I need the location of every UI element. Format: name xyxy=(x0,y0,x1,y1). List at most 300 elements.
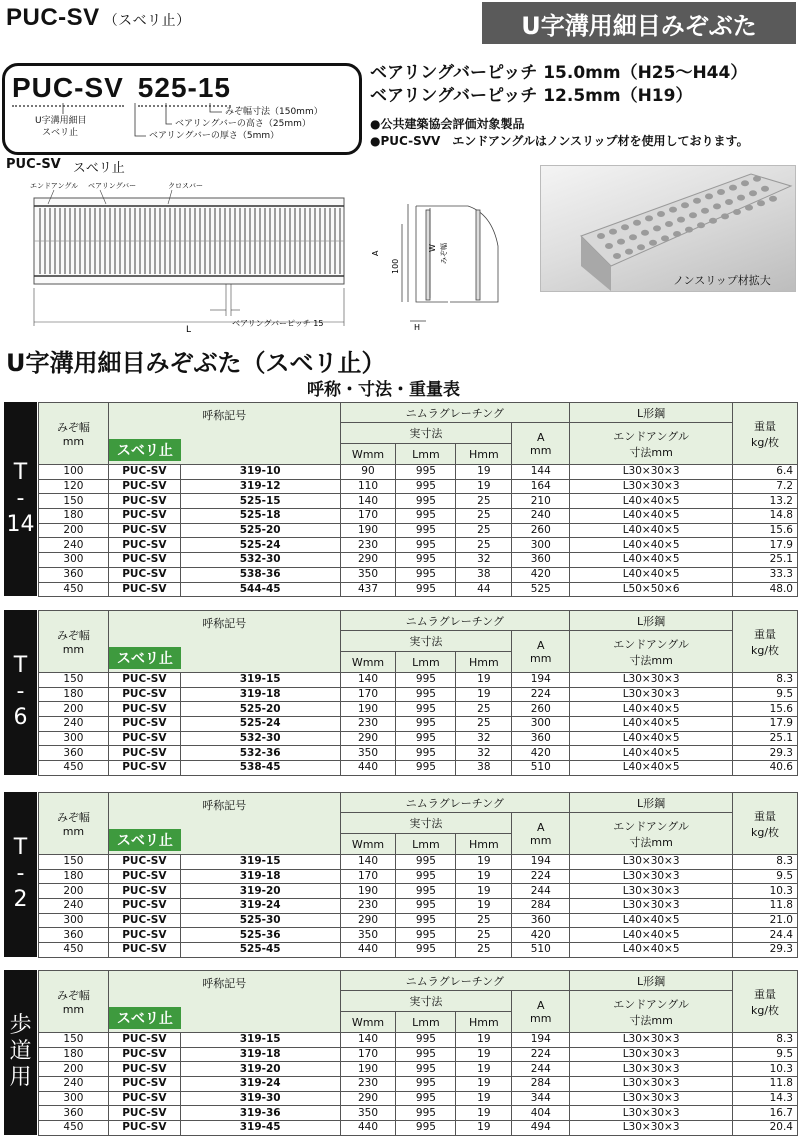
table-cell: 995 xyxy=(396,943,456,958)
table-cell: 350 xyxy=(340,746,396,761)
table-cell: 19 xyxy=(456,869,512,884)
table-cell: L40×40×5 xyxy=(570,702,733,717)
table-cell: 360 xyxy=(512,731,570,746)
table-cell: 150 xyxy=(39,494,109,509)
table-cell: 240 xyxy=(39,538,109,553)
table-cell: L30×30×3 xyxy=(570,884,733,899)
table-cell: PUC-SV xyxy=(108,494,180,509)
table-cell: L30×30×3 xyxy=(570,1106,733,1121)
load-class-char: T xyxy=(13,835,28,861)
table-cell: L40×40×5 xyxy=(570,928,733,943)
table-cell: 224 xyxy=(512,1047,570,1062)
table-cell: PUC-SV xyxy=(108,928,180,943)
drawing-title xyxy=(6,157,125,176)
table-cell: 110 xyxy=(340,479,396,494)
table-row xyxy=(39,884,798,899)
spec-table-block xyxy=(4,792,798,957)
table-cell: PUC-SV xyxy=(108,1047,180,1062)
code-number: 525-15 xyxy=(138,72,231,107)
table-cell: 194 xyxy=(512,673,570,688)
col-grating-header: ニムラグレーチング xyxy=(340,793,570,813)
table-cell: 194 xyxy=(512,855,570,870)
table-cell: 995 xyxy=(396,523,456,538)
table-cell: 525-18 xyxy=(180,509,340,524)
table-cell: 190 xyxy=(340,884,396,899)
table-cell: 19 xyxy=(456,1091,512,1106)
table-cell: 360 xyxy=(39,746,109,761)
table-cell: 25 xyxy=(456,494,512,509)
load-class-char: - xyxy=(16,486,25,512)
table-cell: 260 xyxy=(512,523,570,538)
table-cell: 224 xyxy=(512,869,570,884)
col-a-header: A mm xyxy=(512,631,570,673)
table-cell: 360 xyxy=(39,1106,109,1121)
table-cell: 995 xyxy=(396,553,456,568)
table-cell: 995 xyxy=(396,687,456,702)
table-cell: 440 xyxy=(340,761,396,776)
table-cell: L30×30×3 xyxy=(570,1077,733,1092)
section-title: U字溝用細目みぞぶた（スベリ止） xyxy=(6,349,386,377)
load-class-char: 2 xyxy=(13,887,28,913)
table-cell: 200 xyxy=(39,884,109,899)
table-cell: 8.3 xyxy=(733,673,798,688)
col-end-angle-header: エンドアングル 寸法mm xyxy=(570,991,733,1033)
table-cell: 24.4 xyxy=(733,928,798,943)
table-cell: PUC-SV xyxy=(108,538,180,553)
section-drawing xyxy=(368,186,518,336)
table-cell: 995 xyxy=(396,494,456,509)
label-length: L xyxy=(186,325,192,335)
table-row xyxy=(39,943,798,958)
table-cell: 13.2 xyxy=(733,494,798,509)
table-cell: 290 xyxy=(340,553,396,568)
table-cell: 25 xyxy=(456,702,512,717)
code-label-nonslip: スベリ止 xyxy=(42,128,79,138)
table-cell: 300 xyxy=(39,731,109,746)
table-row xyxy=(39,1106,798,1121)
col-code-header: 呼称記号 スベリ止 xyxy=(108,971,340,1033)
table-cell: 25 xyxy=(456,523,512,538)
table-cell: 170 xyxy=(340,509,396,524)
table-cell: 170 xyxy=(340,1047,396,1062)
col-end-angle-header: エンドアングル 寸法mm xyxy=(570,631,733,673)
table-cell: PUC-SV xyxy=(108,1062,180,1077)
table-cell: 164 xyxy=(512,479,570,494)
label-groove-width: みぞ幅 xyxy=(440,243,448,264)
table-cell: 244 xyxy=(512,1062,570,1077)
col-angle-header: L形鋼 xyxy=(570,793,733,813)
load-class-label xyxy=(4,610,37,775)
table-cell: 525-36 xyxy=(180,928,340,943)
spec-table xyxy=(38,970,798,1136)
table-cell: L30×30×3 xyxy=(570,687,733,702)
table-cell: 319-18 xyxy=(180,1047,340,1062)
table-cell: 19 xyxy=(456,673,512,688)
table-cell: 170 xyxy=(340,869,396,884)
table-cell: 240 xyxy=(39,1077,109,1092)
table-cell: 260 xyxy=(512,702,570,717)
table-cell: PUC-SV xyxy=(108,465,180,480)
col-w-header: Wmm xyxy=(340,834,396,855)
table-cell: L30×30×3 xyxy=(570,1091,733,1106)
table-cell: 210 xyxy=(512,494,570,509)
table-cell: PUC-SV xyxy=(108,1033,180,1048)
table-cell: 319-20 xyxy=(180,1062,340,1077)
table-cell: 404 xyxy=(512,1106,570,1121)
table-cell: 525-15 xyxy=(180,494,340,509)
table-cell: 17.9 xyxy=(733,717,798,732)
table-cell: 25.1 xyxy=(733,731,798,746)
table-row xyxy=(39,1077,798,1092)
table-cell: 525-24 xyxy=(180,538,340,553)
table-cell: L40×40×5 xyxy=(570,943,733,958)
table-cell: 319-45 xyxy=(180,1121,340,1136)
col-h-header: Hmm xyxy=(456,834,512,855)
table-cell: 6.4 xyxy=(733,465,798,480)
table-cell: L30×30×3 xyxy=(570,1121,733,1136)
table-cell: 319-18 xyxy=(180,687,340,702)
notes xyxy=(370,116,749,150)
code-label-type: U字溝用細目 xyxy=(35,116,87,126)
table-cell: 14.3 xyxy=(733,1091,798,1106)
table-cell: 29.3 xyxy=(733,746,798,761)
table-cell: PUC-SV xyxy=(108,523,180,538)
table-cell: L40×40×5 xyxy=(570,538,733,553)
spec-table xyxy=(38,402,798,597)
table-cell: PUC-SV xyxy=(108,479,180,494)
table-cell: 995 xyxy=(396,899,456,914)
table-cell: 190 xyxy=(340,523,396,538)
col-weight-header: 重量 kg/枚 xyxy=(733,793,798,855)
table-cell: 995 xyxy=(396,869,456,884)
table-cell: 140 xyxy=(340,1033,396,1048)
product-model: PUC-SV xyxy=(6,4,100,31)
table-cell: 437 xyxy=(340,582,396,597)
col-grating-header: ニムラグレーチング xyxy=(340,403,570,423)
table-cell: 11.8 xyxy=(733,1077,798,1092)
table-cell: 525-45 xyxy=(180,943,340,958)
table-cell: 180 xyxy=(39,1047,109,1062)
table-cell: 9.5 xyxy=(733,687,798,702)
table-cell: 300 xyxy=(39,913,109,928)
table-row xyxy=(39,899,798,914)
col-a-header: A mm xyxy=(512,423,570,465)
nonslip-badge: スベリ止 xyxy=(109,829,181,851)
table-cell: L40×40×5 xyxy=(570,746,733,761)
table-cell: 284 xyxy=(512,1077,570,1092)
table-cell: L30×30×3 xyxy=(570,673,733,688)
table-cell: 150 xyxy=(39,673,109,688)
table-cell: 319-18 xyxy=(180,869,340,884)
col-actual-header: 実寸法 xyxy=(340,631,512,652)
table-cell: L40×40×5 xyxy=(570,494,733,509)
table-cell: 17.9 xyxy=(733,538,798,553)
table-row xyxy=(39,746,798,761)
table-cell: 190 xyxy=(340,702,396,717)
table-cell: PUC-SV xyxy=(108,913,180,928)
label-cross-bar: クロスバー xyxy=(168,182,203,190)
table-row xyxy=(39,494,798,509)
table-cell: 19 xyxy=(456,465,512,480)
spec-table xyxy=(38,792,798,958)
table-row xyxy=(39,855,798,870)
table-cell: 995 xyxy=(396,928,456,943)
table-cell: L30×30×3 xyxy=(570,1047,733,1062)
table-row xyxy=(39,717,798,732)
table-cell: 44 xyxy=(456,582,512,597)
table-cell: PUC-SV xyxy=(108,673,180,688)
table-cell: 995 xyxy=(396,884,456,899)
table-cell: 38 xyxy=(456,761,512,776)
table-cell: 48.0 xyxy=(733,582,798,597)
load-class-char: - xyxy=(16,861,25,887)
code-label-width: みぞ幅寸法（150mm） xyxy=(225,107,323,117)
table-cell: 319-30 xyxy=(180,1091,340,1106)
table-cell: 995 xyxy=(396,1033,456,1048)
load-class-label xyxy=(4,402,37,596)
table-cell: L40×40×5 xyxy=(570,523,733,538)
table-cell: 510 xyxy=(512,761,570,776)
table-row xyxy=(39,523,798,538)
table-cell: 350 xyxy=(340,928,396,943)
code-series: PUC-SV xyxy=(12,72,124,107)
spec-table xyxy=(38,610,798,776)
table-cell: 532-30 xyxy=(180,731,340,746)
load-class-char: 道 xyxy=(9,1039,32,1065)
table-cell: 532-30 xyxy=(180,553,340,568)
nonslip-badge: スベリ止 xyxy=(109,647,181,669)
table-cell: 995 xyxy=(396,855,456,870)
table-cell: 360 xyxy=(39,567,109,582)
table-cell: L40×40×5 xyxy=(570,553,733,568)
label-w: W xyxy=(428,244,437,252)
table-cell: 240 xyxy=(39,717,109,732)
table-row xyxy=(39,509,798,524)
table-cell: 180 xyxy=(39,869,109,884)
category-banner: U字溝用細目みぞぶた xyxy=(482,2,796,44)
table-cell: 995 xyxy=(396,761,456,776)
col-grating-header: ニムラグレーチング xyxy=(340,611,570,631)
col-a-header: A mm xyxy=(512,991,570,1033)
table-cell: 290 xyxy=(340,731,396,746)
col-angle-header: L形鋼 xyxy=(570,403,733,423)
col-code-header: 呼称記号 スベリ止 xyxy=(108,611,340,673)
table-cell: L30×30×3 xyxy=(570,465,733,480)
table-cell: 350 xyxy=(340,567,396,582)
table-cell: 290 xyxy=(340,913,396,928)
load-class-char: 歩 xyxy=(9,1013,32,1039)
table-cell: 319-24 xyxy=(180,899,340,914)
product-model-sub: （スベリ止） xyxy=(103,12,191,28)
photo-caption: ノンスリップ材拡大 xyxy=(673,274,771,287)
table-cell: 494 xyxy=(512,1121,570,1136)
col-actual-header: 実寸法 xyxy=(340,991,512,1012)
table-cell: 995 xyxy=(396,731,456,746)
load-class-char: T xyxy=(13,460,28,486)
table-cell: 25 xyxy=(456,928,512,943)
table-cell: 995 xyxy=(396,913,456,928)
table-row xyxy=(39,1091,798,1106)
table-cell: 230 xyxy=(340,717,396,732)
table-cell: 300 xyxy=(39,553,109,568)
table-cell: 300 xyxy=(512,717,570,732)
table-cell: 450 xyxy=(39,761,109,776)
table-row xyxy=(39,553,798,568)
table-cell: 440 xyxy=(340,943,396,958)
table-cell: 995 xyxy=(396,567,456,582)
table-cell: 995 xyxy=(396,509,456,524)
label-100: 100 xyxy=(391,258,400,274)
table-cell: PUC-SV xyxy=(108,1077,180,1092)
table-cell: L40×40×5 xyxy=(570,567,733,582)
col-width-header: みぞ幅 mm xyxy=(39,971,109,1033)
table-cell: 995 xyxy=(396,673,456,688)
table-cell: 25 xyxy=(456,913,512,928)
table-cell: 200 xyxy=(39,1062,109,1077)
table-row xyxy=(39,538,798,553)
table-cell: 19 xyxy=(456,1121,512,1136)
table-cell: 244 xyxy=(512,884,570,899)
col-h-header: Hmm xyxy=(456,444,512,465)
table-cell: 9.5 xyxy=(733,869,798,884)
table-cell: L40×40×5 xyxy=(570,731,733,746)
table-row xyxy=(39,465,798,480)
table-cell: 7.2 xyxy=(733,479,798,494)
table-row xyxy=(39,1047,798,1062)
table-cell: 8.3 xyxy=(733,1033,798,1048)
table-cell: 284 xyxy=(512,899,570,914)
col-w-header: Wmm xyxy=(340,652,396,673)
table-cell: PUC-SV xyxy=(108,884,180,899)
table-cell: 538-45 xyxy=(180,761,340,776)
table-cell: 180 xyxy=(39,687,109,702)
nonslip-badge: スベリ止 xyxy=(109,439,181,461)
table-cell: 25 xyxy=(456,717,512,732)
table-row xyxy=(39,761,798,776)
col-weight-header: 重量 kg/枚 xyxy=(733,611,798,673)
table-cell: 420 xyxy=(512,928,570,943)
table-cell: PUC-SV xyxy=(108,1121,180,1136)
table-cell: 11.8 xyxy=(733,899,798,914)
nonslip-badge: スベリ止 xyxy=(109,1007,181,1029)
table-cell: L30×30×3 xyxy=(570,855,733,870)
table-cell: 350 xyxy=(340,1106,396,1121)
table-cell: 25 xyxy=(456,538,512,553)
table-cell: 16.7 xyxy=(733,1106,798,1121)
label-end-angle: エンドアングル xyxy=(30,182,79,190)
load-class-label xyxy=(4,792,37,957)
table-cell: 544-45 xyxy=(180,582,340,597)
table-cell: 525-24 xyxy=(180,717,340,732)
table-cell: PUC-SV xyxy=(108,731,180,746)
table-cell: 32 xyxy=(456,731,512,746)
table-cell: 319-24 xyxy=(180,1077,340,1092)
table-cell: 19 xyxy=(456,855,512,870)
table-cell: 240 xyxy=(512,509,570,524)
pitch-spec: ベアリングバーピッチ 12.5mm（H19） xyxy=(370,86,693,106)
table-cell: 319-15 xyxy=(180,855,340,870)
table-cell: 525 xyxy=(512,582,570,597)
table-cell: L30×30×3 xyxy=(570,869,733,884)
code-label-thickness: ベアリングバーの厚さ（5mm） xyxy=(149,131,280,141)
table-cell: 19 xyxy=(456,884,512,899)
note-item: ●PUC-SVV エンドアングルはノンスリップ材を使用しております。 xyxy=(370,134,749,148)
table-cell: 995 xyxy=(396,465,456,480)
table-cell: 995 xyxy=(396,1062,456,1077)
col-angle-header: L形鋼 xyxy=(570,611,733,631)
table-cell: 995 xyxy=(396,1091,456,1106)
table-cell: 19 xyxy=(456,1062,512,1077)
table-row xyxy=(39,479,798,494)
table-cell: 25 xyxy=(456,509,512,524)
table-cell: PUC-SV xyxy=(108,687,180,702)
table-cell: L40×40×5 xyxy=(570,509,733,524)
table-cell: 995 xyxy=(396,479,456,494)
table-cell: PUC-SV xyxy=(108,746,180,761)
table-cell: 240 xyxy=(39,899,109,914)
table-cell: 319-12 xyxy=(180,479,340,494)
table-cell: 15.6 xyxy=(733,702,798,717)
table-cell: 450 xyxy=(39,582,109,597)
spec-table-block xyxy=(4,970,798,1135)
table-cell: PUC-SV xyxy=(108,702,180,717)
col-end-angle-header: エンドアングル 寸法mm xyxy=(570,813,733,855)
table-cell: 300 xyxy=(39,1091,109,1106)
col-l-header: Lmm xyxy=(396,444,456,465)
table-row xyxy=(39,567,798,582)
load-class-char: 6 xyxy=(13,705,28,731)
table-row xyxy=(39,1121,798,1136)
drawing-model: PUC-SV xyxy=(6,157,61,172)
table-cell: 194 xyxy=(512,1033,570,1048)
col-actual-header: 実寸法 xyxy=(340,423,512,444)
table-cell: 150 xyxy=(39,1033,109,1048)
col-h-header: Hmm xyxy=(456,1012,512,1033)
table-cell: PUC-SV xyxy=(108,717,180,732)
table-cell: 170 xyxy=(340,687,396,702)
table-cell: L30×30×3 xyxy=(570,1062,733,1077)
table-cell: 19 xyxy=(456,1077,512,1092)
pitch-spec: ベアリングバーピッチ 15.0mm（H25〜H44） xyxy=(370,63,748,83)
table-cell: 360 xyxy=(512,553,570,568)
table-cell: 224 xyxy=(512,687,570,702)
table-cell: 450 xyxy=(39,1121,109,1136)
load-class-char: T xyxy=(13,653,28,679)
table-cell: 319-36 xyxy=(180,1106,340,1121)
col-angle-header: L形鋼 xyxy=(570,971,733,991)
load-class-label xyxy=(4,970,37,1135)
table-cell: 10.3 xyxy=(733,884,798,899)
table-row xyxy=(39,928,798,943)
table-row xyxy=(39,702,798,717)
table-cell: 9.5 xyxy=(733,1047,798,1062)
table-cell: 25.1 xyxy=(733,553,798,568)
col-w-header: Wmm xyxy=(340,444,396,465)
col-width-header: みぞ幅 mm xyxy=(39,793,109,855)
table-row xyxy=(39,913,798,928)
table-cell: PUC-SV xyxy=(108,1106,180,1121)
table-cell: 995 xyxy=(396,702,456,717)
load-class-char: 用 xyxy=(9,1065,32,1091)
plan-drawing xyxy=(0,176,345,341)
table-row xyxy=(39,1062,798,1077)
col-code-header: 呼称記号 スベリ止 xyxy=(108,793,340,855)
table-cell: PUC-SV xyxy=(108,899,180,914)
table-cell: L40×40×5 xyxy=(570,913,733,928)
table-cell: 450 xyxy=(39,943,109,958)
table-cell: 319-10 xyxy=(180,465,340,480)
table-cell: 344 xyxy=(512,1091,570,1106)
